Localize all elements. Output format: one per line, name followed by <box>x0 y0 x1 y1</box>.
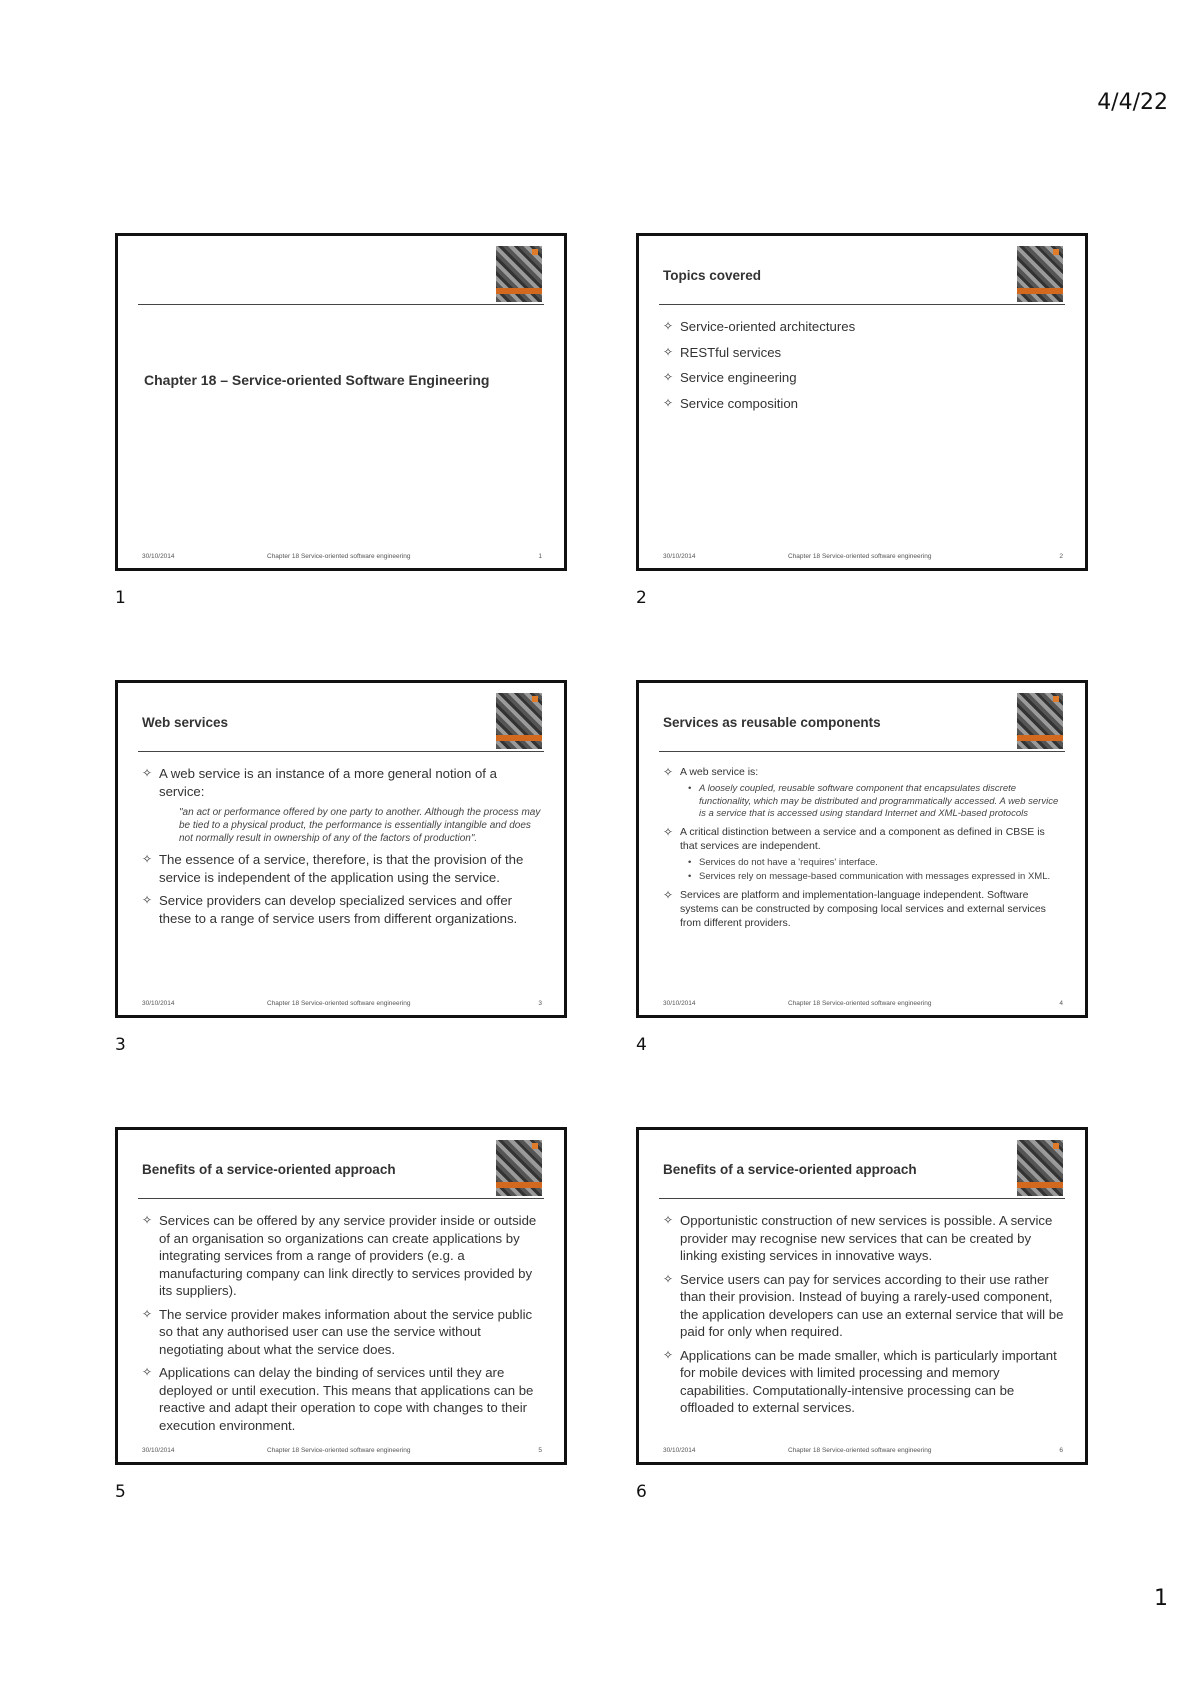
footer-slide-number: 3 <box>538 1000 542 1007</box>
slide-title: Chapter 18 – Service-oriented Software Engineering <box>144 372 490 388</box>
quote-text: "an act or performance offered by one party to another. Although the process may be tied to a physical product, the performance is essentially intangible and does not normally result in ownership of any of the factors of production". <box>179 807 541 844</box>
slide-3[interactable] <box>115 680 567 1018</box>
bullet-item: ✧ A web service is: <box>663 765 1065 779</box>
bullet-item: ✧ Opportunistic construction of new services is possible. A service provider may recognise new services that can be created by linking existing services in innovative ways. <box>663 1212 1065 1265</box>
slide-caption: 3 <box>115 1035 126 1055</box>
slide-caption: 4 <box>636 1035 647 1055</box>
slide-body <box>663 318 1065 420</box>
slide-body <box>142 1212 544 1440</box>
footer-slide-number: 6 <box>1059 1447 1063 1454</box>
slide-caption: 1 <box>115 588 126 608</box>
book-cover-image <box>496 246 542 302</box>
footer-slide-number: 2 <box>1059 553 1063 560</box>
footer-chapter: Chapter 18 Service-oriented software engineering <box>788 1000 932 1007</box>
footer-chapter: Chapter 18 Service-oriented software engineering <box>788 1447 932 1454</box>
slide-6[interactable] <box>636 1127 1088 1465</box>
title-rule <box>659 304 1065 305</box>
slide-body <box>142 765 544 933</box>
slide-1[interactable] <box>115 233 567 571</box>
bullet-item: ✧ Service users can pay for services according to their use rather than their provision. Instead of buying a rarely-used component, the application developers can use an external service that will be paid for only when required. <box>663 1271 1065 1341</box>
sub-bullet-item: • A loosely coupled, reusable software component that encapsulates discrete functionality, which may be distributed and programmatically accessed. A web service is a service that is accessed using standard Internet and XML-based protocols <box>663 783 1065 821</box>
bullet-item: ✧ Services can be offered by any service provider inside or outside of an organisation so organizations can create applications by integrating services from a range of providers (e.g. a manufacturing company can link directly to services provided by its suppliers). <box>142 1212 544 1300</box>
slide-2[interactable] <box>636 233 1088 571</box>
footer-chapter: Chapter 18 Service-oriented software engineering <box>267 1000 411 1007</box>
bullet-item: ✧ Service-oriented architectures <box>663 318 1065 336</box>
footer-date: 30/10/2014 <box>142 553 175 560</box>
title-rule <box>659 751 1065 752</box>
book-cover-image <box>1017 1140 1063 1196</box>
bullet-item: ✧ The essence of a service, therefore, is that the provision of the service is independent of the application using the service. <box>142 851 544 886</box>
footer-chapter: Chapter 18 Service-oriented software engineering <box>267 1447 411 1454</box>
slide-title: Benefits of a service-oriented approach <box>142 1162 396 1177</box>
bullet-item: ✧ Services are platform and implementation-language independent. Software systems can be constructed by composing local services and external services from different providers. <box>663 888 1065 930</box>
slide-caption: 5 <box>115 1482 126 1502</box>
book-cover-image <box>1017 693 1063 749</box>
bullet-item: ✧ Service composition <box>663 395 1065 413</box>
bullet-item: ✧ RESTful services <box>663 344 1065 362</box>
slide-body <box>663 765 1065 934</box>
page-date: 4/4/22 <box>1097 90 1168 115</box>
bullet-item: ✧ A critical distinction between a service and a component as defined in CBSE is that services are independent. <box>663 825 1065 853</box>
book-cover-image <box>1017 246 1063 302</box>
slide-body <box>663 1212 1065 1423</box>
sub-bullet-item: • Services do not have a 'requires' interface. <box>663 857 1065 870</box>
slide-5[interactable] <box>115 1127 567 1465</box>
slide-title: Services as reusable components <box>663 715 881 730</box>
book-cover-image <box>496 1140 542 1196</box>
bullet-item: ✧ The service provider makes information about the service public so that any authorised user can use the service without negotiating about what the service does. <box>142 1306 544 1359</box>
footer-chapter: Chapter 18 Service-oriented software engineering <box>267 553 411 560</box>
bullet-item: ✧ Service providers can develop specialized services and offer these to a range of service users from different organizations. <box>142 892 544 927</box>
footer-slide-number: 1 <box>538 553 542 560</box>
title-rule <box>138 751 544 752</box>
footer-slide-number: 4 <box>1059 1000 1063 1007</box>
book-cover-image <box>496 693 542 749</box>
footer-date: 30/10/2014 <box>663 553 696 560</box>
slide-title: Web services <box>142 715 229 730</box>
footer-date: 30/10/2014 <box>663 1447 696 1454</box>
bullet-item: ✧ Applications can be made smaller, which is particularly important for mobile devices with limited processing and memory capabilities. Computationally-intensive processing can be offloaded to external services. <box>663 1347 1065 1417</box>
footer-date: 30/10/2014 <box>142 1447 175 1454</box>
slide-title: Topics covered <box>663 268 762 283</box>
page-number: 1 <box>1154 1586 1168 1611</box>
title-rule <box>138 304 544 305</box>
sub-bullet-item: • Services rely on message-based communication with messages expressed in XML. <box>663 871 1065 884</box>
footer-date: 30/10/2014 <box>663 1000 696 1007</box>
title-rule <box>659 1198 1065 1199</box>
bullet-item: ✧ Service engineering <box>663 369 1065 387</box>
footer-chapter: Chapter 18 Service-oriented software engineering <box>788 553 932 560</box>
slide-caption: 6 <box>636 1482 647 1502</box>
footer-date: 30/10/2014 <box>142 1000 175 1007</box>
footer-slide-number: 5 <box>538 1447 542 1454</box>
slide-caption: 2 <box>636 588 647 608</box>
bullet-item: ✧ Applications can delay the binding of services until they are deployed or until execution. This means that applications can be reactive and adapt their operation to cope with changes to their execution environment. <box>142 1364 544 1434</box>
title-rule <box>138 1198 544 1199</box>
bullet-item: ✧ A web service is an instance of a more general notion of a service: <box>142 765 544 800</box>
slide-4[interactable] <box>636 680 1088 1018</box>
slide-title: Benefits of a service-oriented approach <box>663 1162 917 1177</box>
